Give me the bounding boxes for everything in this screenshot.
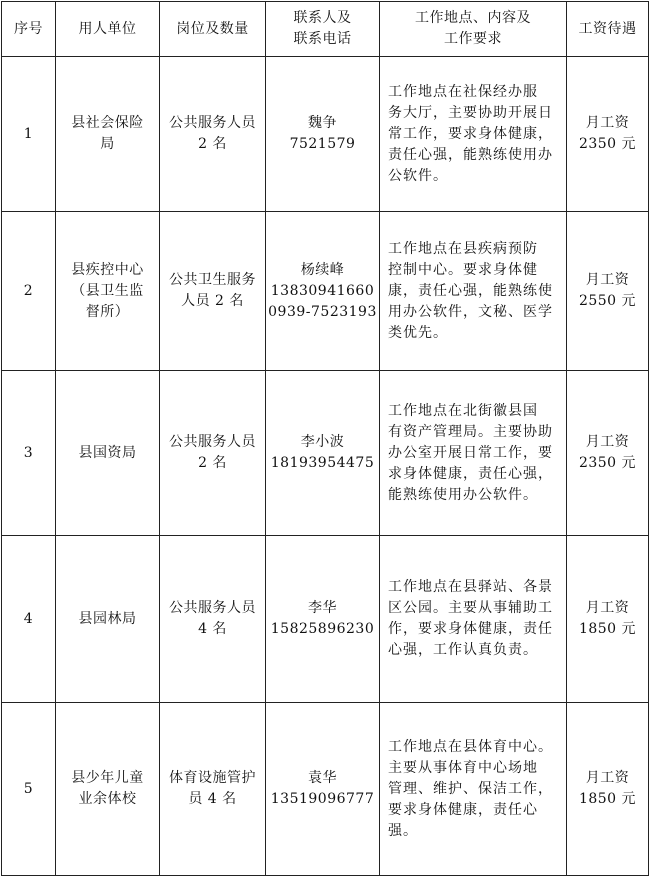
cell-no: 4 xyxy=(2,536,56,703)
cell-content: 工作地点在社保经办服 务大厅，主要协助开展日 常工作，要求身体健康， 责任心强，能熟练使用办 公软件。 xyxy=(380,57,567,212)
cell-no: 3 xyxy=(2,371,56,536)
cell-contact: 袁华 13519096777 xyxy=(266,703,380,876)
table-row xyxy=(2,703,649,876)
cell-no: 2 xyxy=(2,212,56,371)
header-contact: 联系人及 联系电话 xyxy=(266,2,380,57)
cell-content: 工作地点在县驿站、各景 区公园。主要从事辅助工 作，要求身体健康，责任 心强，工作认真负责。 xyxy=(380,536,567,703)
cell-salary: 月工资 2350 元 xyxy=(567,57,649,212)
table-row xyxy=(2,57,649,212)
cell-salary: 月工资 1850 元 xyxy=(567,703,649,876)
cell-salary: 月工资 2350 元 xyxy=(567,371,649,536)
cell-content: 工作地点在县体育中心。 主要从事体育中心场地 管理、维护、保洁工作， 要求身体健康，责任心 强。 xyxy=(380,703,567,876)
header-unit: 用人单位 xyxy=(56,2,160,57)
cell-salary: 月工资 2550 元 xyxy=(567,212,649,371)
header-salary: 工资待遇 xyxy=(567,2,649,57)
cell-no: 5 xyxy=(2,703,56,876)
cell-content: 工作地点在北街徽县国 有资产管理局。主要协助 办公室开展日常工作，要 求身体健康，责任心强， 能熟练使用办公软件。 xyxy=(380,371,567,536)
cell-unit: 县疾控中心 （县卫生监 督所） xyxy=(56,212,160,371)
cell-position: 体育设施管护 员 4 名 xyxy=(160,703,266,876)
cell-salary: 月工资 1850 元 xyxy=(567,536,649,703)
cell-position: 公共服务人员 2 名 xyxy=(160,371,266,536)
cell-contact: 杨续峰 13830941660 0939-7523193 xyxy=(266,212,380,371)
cell-no: 1 xyxy=(2,57,56,212)
header-no: 序号 xyxy=(2,2,56,57)
table-row xyxy=(2,212,649,371)
cell-content: 工作地点在县疾病预防 控制中心。要求身体健 康，责任心强，能熟练使 用办公软件，文秘、医学 类优先。 xyxy=(380,212,567,371)
cell-unit: 县社会保险 局 xyxy=(56,57,160,212)
cell-position: 公共服务人员 4 名 xyxy=(160,536,266,703)
cell-contact: 魏争 7521579 xyxy=(266,57,380,212)
cell-position: 公共卫生服务 人员 2 名 xyxy=(160,212,266,371)
header-content: 工作地点、内容及 工作要求 xyxy=(380,2,567,57)
recruitment-table xyxy=(1,1,649,876)
cell-unit: 县国资局 xyxy=(56,371,160,536)
cell-unit: 县少年儿童 业余体校 xyxy=(56,703,160,876)
header-position: 岗位及数量 xyxy=(160,2,266,57)
table-row xyxy=(2,371,649,536)
cell-unit: 县园林局 xyxy=(56,536,160,703)
table-row xyxy=(2,536,649,703)
header-row xyxy=(2,2,649,57)
cell-contact: 李华 15825896230 xyxy=(266,536,380,703)
cell-contact: 李小波 18193954475 xyxy=(266,371,380,536)
cell-position: 公共服务人员 2 名 xyxy=(160,57,266,212)
